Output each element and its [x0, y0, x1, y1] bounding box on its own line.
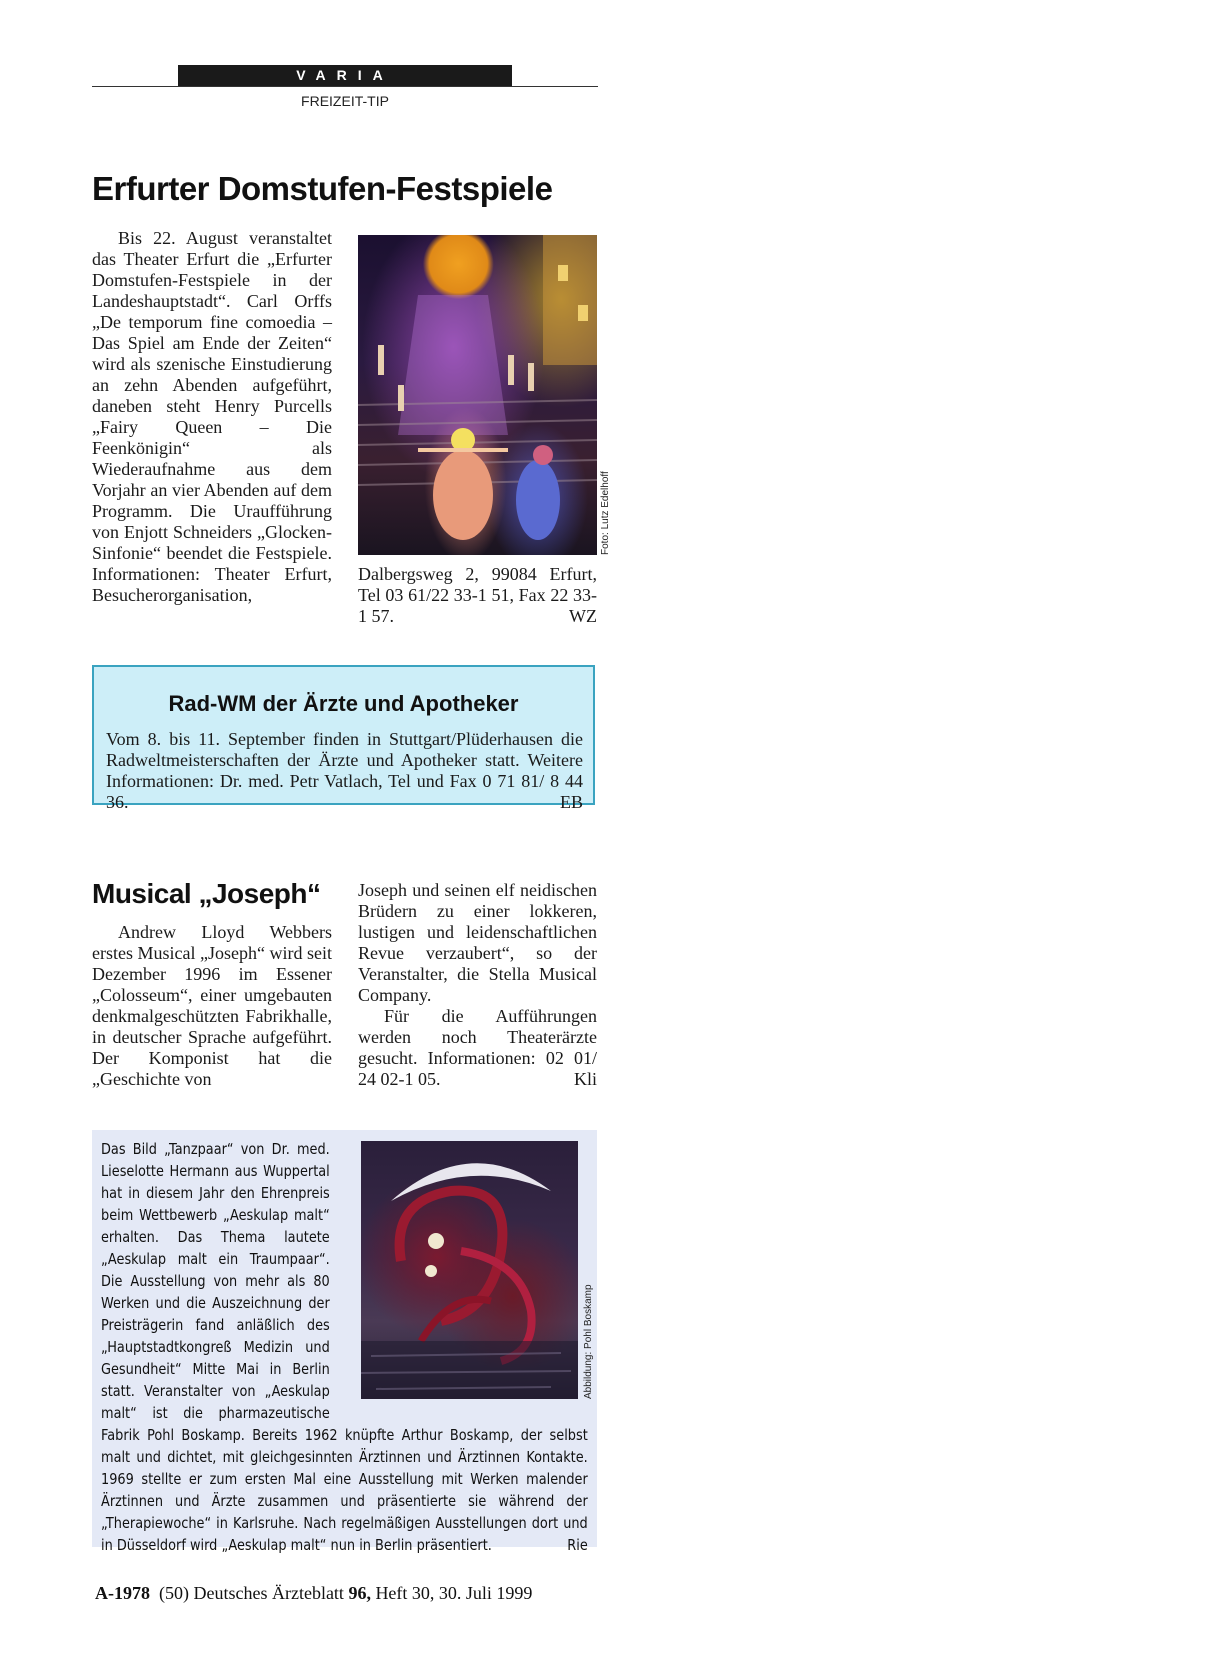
info-box-rad-wm — [92, 665, 595, 812]
article-paragraph: Für die Aufführungen werden noch Theaterärzte gesucht. Informationen: 02 01/ 24 02-1 05. — [358, 1006, 597, 1089]
article-title-musical: Musical „Joseph“ — [92, 878, 321, 909]
box-paragraph: Das Bild „Tanzpaar“ von Dr. med. Lieselotte Hermann aus Wuppertal hat in diesem Jahr den Ehrenpreis beim Wettbewerb „Aeskulap malt“ erhalten. Das Thema lautete „Aeskulap malt ein Traumpaar“. Die Ausstellung von mehr als 80 Werken und die Auszeichnung der Preisträgerin fand anläßlich des „Hauptstadtkongreß Medizin und Gesundheit“ Mitte Mai in Berlin statt. Veranstalter von „Aeskulap malt“ ist die pharmazeutische Fabrik Pohl Boskamp. Bereits 1962 knüpfte Arthur Boskamp, der selbst malt und dichtet, mit gleichgesinnten Ärztinnen und Ärztinnen Kontakte. 1969 stellte er zum ersten Mal eine Ausstellung mit Werken malender Ärztinnen und Ärzte zusammen und präsentierte sie während der „Therapiewoche“ in Karlsruhe. Nach regelmäßigen Ausstellungen dort und in Düsseldorf wird „Aeskulap malt“ nun in Berlin präsentiert. — [101, 1140, 588, 1554]
volume-number: 96, — [348, 1583, 371, 1603]
page-number: A-1978 — [95, 1583, 150, 1603]
painting-illustration — [361, 1141, 578, 1399]
author-signature: Rie — [567, 1536, 588, 1554]
box-paragraph: Vom 8. bis 11. September finden in Stuttgart/Plüderhausen die Radweltmeisterschaften der Ärzte und Apotheker statt. Weitere Informationen: Dr. med. Petr Vatlach, Tel und Fax 0 71 81/ 8 44 36. — [106, 729, 583, 812]
section-header: VARIA — [178, 65, 512, 86]
painting-tanzpaar — [361, 1141, 578, 1399]
stage-photo — [358, 235, 597, 555]
issue-date: Heft 30, 30. Juli 1999 — [375, 1583, 533, 1603]
box-body — [106, 729, 583, 813]
subsection-label: FREIZEIT-TIP — [301, 93, 389, 109]
article-body-right — [358, 564, 597, 627]
box-title: Rad-WM der Ärzte und Apotheker — [168, 691, 519, 716]
author-signature: WZ — [569, 606, 597, 626]
article-paragraph: Bis 22. August veranstaltet das Theater Erfurt die „Erfurter Domstufen-Festspiele in der Landeshauptstadt“. Carl Orffs „De temporum fine comoedia – Das Spiel am Ende der Zeiten“ wird als szenische Einstudierung an zehn Abenden aufgeführt, daneben steht Henry Purcells „Fairy Queen – Die Feenkönigin“ als Wiederaufnahme aus dem Vorjahr an vier Abenden auf dem Programm. Die Uraufführung von Enjott Schneiders „Glocken-Sinfonie“ beendet die Festspiele. Informationen: Theater Erfurt, Besucherorganisation, — [92, 228, 332, 605]
header-rule — [92, 86, 598, 87]
journal-name: (50) Deutsches Ärzteblatt — [159, 1583, 344, 1603]
article-title-festspiele: Erfurter Domstufen-Festspiele — [92, 170, 553, 207]
article-body-left — [92, 228, 332, 606]
photo-credit: Abbildung: Pohl Boskamp — [583, 1284, 594, 1399]
article-paragraph: Andrew Lloyd Webbers erstes Musical „Joseph“ wird seit Dezember 1996 im Essener „Colosseum“, einer umgebauten denkmalgeschützten Fabrikhalle, in deutscher Sprache aufgeführt. Der Komponist hat die „Geschichte von — [92, 922, 332, 1089]
article-body-left — [92, 922, 332, 1090]
stage-photo-illustration — [358, 235, 597, 555]
page-footer — [95, 1583, 532, 1604]
author-signature: EB — [559, 792, 583, 812]
article-paragraph: Dalbergsweg 2, 99084 Erfurt, Tel 03 61/22 33-1 51, Fax 22 33-1 57. — [358, 564, 597, 626]
author-signature: Kli — [573, 1069, 597, 1089]
photo-credit: Foto: Lutz Edelhoff — [600, 471, 611, 555]
article-paragraph: Joseph und seinen elf neidischen Brüdern zu einer lokkeren, lustigen und leidenschaftlichen Revue verzaubert“, so der Veranstalter, die Stella Musical Company. — [358, 880, 597, 1005]
article-body-right — [358, 880, 597, 1090]
